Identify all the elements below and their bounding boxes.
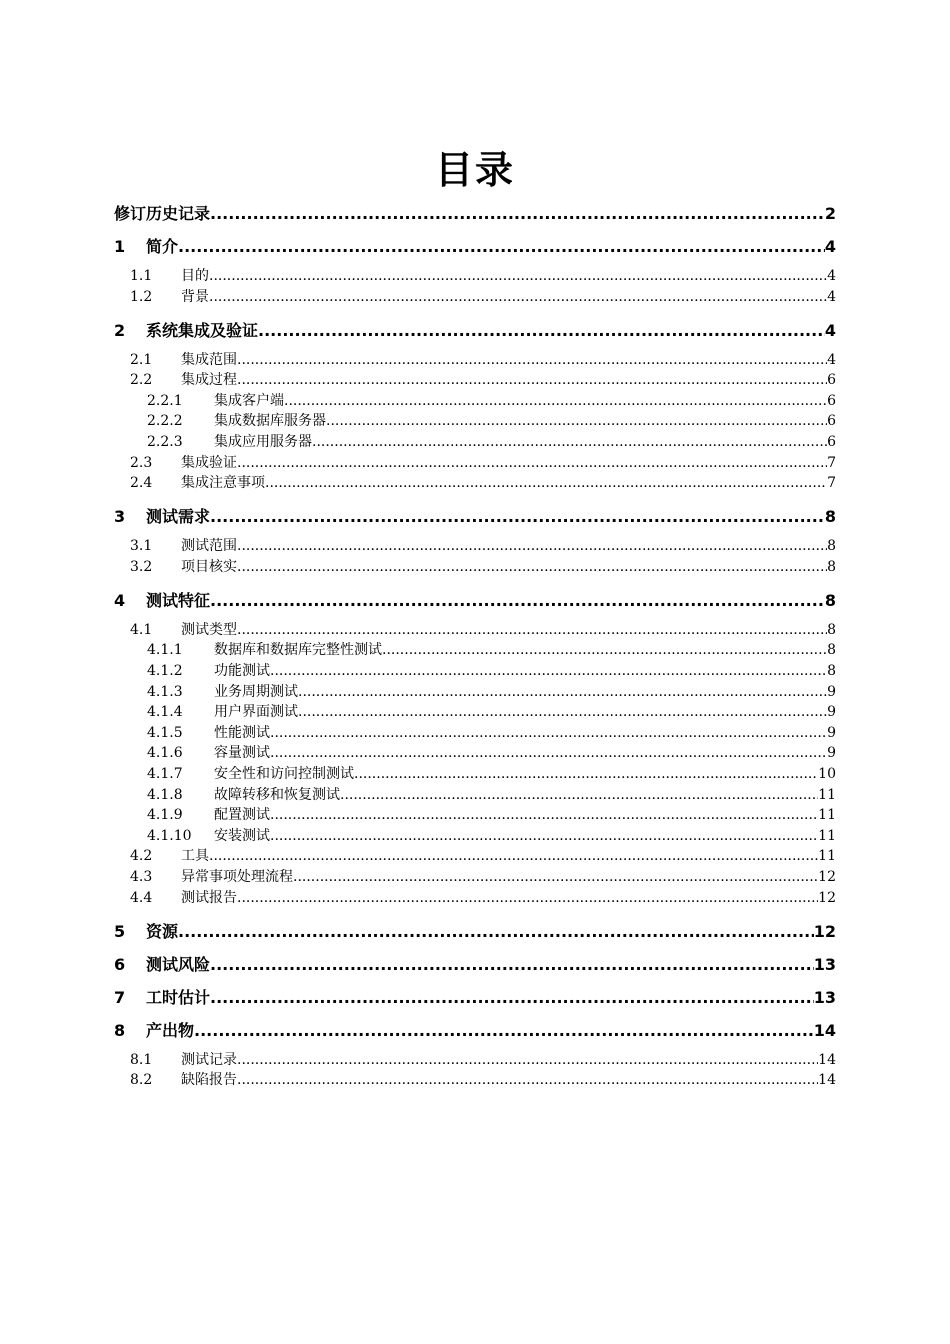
toc-entry-number: 3 <box>114 507 126 526</box>
toc-entry[interactable] <box>114 953 836 977</box>
toc-entry[interactable] <box>114 867 836 887</box>
toc-entry-label: 工时估计 <box>146 988 211 1007</box>
toc-entry[interactable] <box>114 589 836 613</box>
toc-entry-number: 3.1 <box>130 538 153 554</box>
toc-entry[interactable] <box>114 411 836 431</box>
toc-dot-leader <box>270 826 818 846</box>
toc-entry-label: 背景 <box>181 289 209 305</box>
toc-entry[interactable] <box>114 1070 836 1090</box>
toc-entry[interactable] <box>114 640 836 660</box>
toc-entry[interactable] <box>114 391 836 411</box>
toc-entry[interactable] <box>114 702 836 722</box>
toc-entry-number: 8.2 <box>130 1072 153 1088</box>
toc-entry-page-number: 7 <box>827 475 836 491</box>
toc-dot-leader <box>298 702 827 722</box>
toc-entry[interactable] <box>114 432 836 452</box>
toc-entry-page-number: 6 <box>827 393 836 409</box>
toc-entry-label: 测试特征 <box>146 591 211 610</box>
toc-entry-label: 业务周期测试 <box>214 684 298 700</box>
toc-entry-label: 异常事项处理流程 <box>181 869 293 885</box>
toc-entry-number: 4.2 <box>130 848 153 864</box>
toc-dot-leader <box>237 453 827 473</box>
toc-entry-page-number: 12 <box>818 869 836 885</box>
toc-entry[interactable] <box>114 235 836 259</box>
page-title: 目录 <box>434 148 515 192</box>
toc-entry-page-number: 7 <box>827 455 836 471</box>
toc-entry-label: 集成验证 <box>181 455 237 471</box>
toc-dot-leader <box>178 920 814 944</box>
toc-entry[interactable] <box>114 473 836 493</box>
toc-entry-number: 2.3 <box>130 455 153 471</box>
toc-entry-number: 4.1.4 <box>147 704 183 720</box>
toc-entry-label: 测试报告 <box>181 890 237 906</box>
toc-entry-label: 目的 <box>181 268 209 284</box>
toc-dot-leader <box>194 1019 814 1043</box>
toc-entry-number: 8 <box>114 1021 126 1040</box>
toc-dot-leader <box>210 202 825 226</box>
toc-entry-number: 4.1.6 <box>147 745 183 761</box>
toc-entry-page-number: 4 <box>827 352 836 368</box>
toc-entry[interactable] <box>114 846 836 866</box>
toc-entry-page-number: 9 <box>827 684 836 700</box>
toc-dot-leader <box>237 557 827 577</box>
toc-entry-number: 2.2.3 <box>147 434 183 450</box>
toc-entry-label: 配置测试 <box>214 807 270 823</box>
toc-dot-leader <box>354 764 818 784</box>
toc-entry-page-number: 8 <box>824 591 836 610</box>
toc-entry-page-number: 8 <box>827 538 836 554</box>
toc-entry-label: 测试类型 <box>181 622 237 638</box>
toc-dot-leader <box>237 888 818 908</box>
toc-entry-number: 7 <box>114 988 126 1007</box>
toc-entry-number: 3.2 <box>130 559 153 575</box>
toc-entry-label: 测试记录 <box>181 1052 237 1068</box>
toc-entry-number: 4.1.3 <box>147 684 183 700</box>
toc-entry-label: 性能测试 <box>214 725 270 741</box>
toc-entry-page-number: 6 <box>827 434 836 450</box>
toc-entry-number: 1 <box>114 237 126 256</box>
toc-entry[interactable] <box>114 1019 836 1043</box>
toc-entry-number: 5 <box>114 922 126 941</box>
toc-entry-label: 功能测试 <box>214 663 270 679</box>
toc-entry-label: 测试需求 <box>146 507 211 526</box>
toc-entry-label: 集成注意事项 <box>181 475 265 491</box>
toc-entry-number: 4.1.5 <box>147 725 183 741</box>
toc-entry[interactable] <box>114 723 836 743</box>
toc-dot-leader <box>209 846 818 866</box>
toc-entry[interactable] <box>114 920 836 944</box>
toc-entry-number: 4.1.2 <box>147 663 183 679</box>
toc-entry-page-number: 8 <box>824 507 836 526</box>
toc-entry[interactable] <box>114 743 836 763</box>
toc-entry-number: 6 <box>114 955 126 974</box>
toc-entry[interactable] <box>114 202 836 226</box>
toc-dot-leader <box>284 391 827 411</box>
toc-entry-page-number: 8 <box>827 642 836 658</box>
toc-dot-leader <box>312 432 827 452</box>
toc-dot-leader <box>293 867 818 887</box>
toc-entry-label: 修订历史记录 <box>114 204 211 223</box>
toc-entry-number: 4.1.1 <box>147 642 183 658</box>
toc-entry-label: 集成范围 <box>181 352 237 368</box>
toc-entry-page-number: 8 <box>827 559 836 575</box>
toc-dot-leader <box>237 350 827 370</box>
toc-entry-page-number: 13 <box>813 988 836 1007</box>
toc-entry-number: 2.2.1 <box>147 393 183 409</box>
toc-entry-page-number: 4 <box>827 268 836 284</box>
toc-entry[interactable] <box>114 986 836 1010</box>
toc-dot-leader <box>298 682 827 702</box>
toc-entry-label: 缺陷报告 <box>181 1072 237 1088</box>
toc-entry-label: 测试范围 <box>181 538 237 554</box>
toc-entry-number: 4.3 <box>130 869 153 885</box>
toc-dot-leader <box>210 986 814 1010</box>
toc-entry-page-number: 14 <box>818 1052 836 1068</box>
toc-entry[interactable] <box>114 888 836 908</box>
toc-entry[interactable] <box>114 287 836 307</box>
toc-entry[interactable] <box>114 266 836 286</box>
toc-entry-page-number: 4 <box>824 321 836 340</box>
toc-entry-number: 4 <box>114 591 126 610</box>
toc-entry-label: 安全性和访问控制测试 <box>214 766 354 782</box>
toc-entry-label: 集成数据库服务器 <box>214 413 326 429</box>
toc-entry-label: 集成应用服务器 <box>214 434 312 450</box>
toc-entry-page-number: 12 <box>813 922 836 941</box>
toc-dot-leader <box>382 640 827 660</box>
toc-entry-label: 简介 <box>146 237 179 256</box>
toc-entry-label: 系统集成及验证 <box>146 321 259 340</box>
toc-entry-number: 4.1.8 <box>147 787 183 803</box>
toc-entry-page-number: 13 <box>813 955 836 974</box>
toc-entry-number: 1.2 <box>130 289 153 305</box>
toc-entry-number: 4.1 <box>130 622 153 638</box>
toc-entry-label: 测试风险 <box>146 955 211 974</box>
toc-entry-number: 2.2.2 <box>147 413 183 429</box>
toc-entry[interactable] <box>114 805 836 825</box>
toc-entry-label: 用户界面测试 <box>214 704 298 720</box>
toc-entry-label: 资源 <box>146 922 179 941</box>
toc-entry-number: 4.1.10 <box>147 828 192 844</box>
toc-dot-leader <box>209 287 827 307</box>
toc-entry-label: 集成过程 <box>181 372 237 388</box>
toc-entry-label: 项目核实 <box>181 559 237 575</box>
toc-entry-label: 安装测试 <box>214 828 270 844</box>
toc-entry[interactable] <box>114 350 836 370</box>
toc-entry[interactable] <box>114 1050 836 1070</box>
toc-dot-leader <box>237 536 827 556</box>
toc-entry[interactable] <box>114 764 836 784</box>
toc-dot-leader <box>209 266 827 286</box>
toc-dot-leader <box>210 589 825 613</box>
toc-entry[interactable] <box>114 682 836 702</box>
toc-entry-page-number: 9 <box>827 745 836 761</box>
toc-entry-page-number: 2 <box>824 204 836 223</box>
toc-entry-number: 4.4 <box>130 890 153 906</box>
toc-entry-number: 2.1 <box>130 352 153 368</box>
toc-entry-page-number: 6 <box>827 372 836 388</box>
toc-dot-leader <box>210 953 814 977</box>
toc-dot-leader <box>237 620 827 640</box>
toc-entry-page-number: 9 <box>827 725 836 741</box>
toc-entry[interactable] <box>114 557 836 577</box>
toc-entry-label: 产出物 <box>146 1021 195 1040</box>
toc-entry[interactable] <box>114 785 836 805</box>
toc-entry[interactable] <box>114 453 836 473</box>
toc-entry-number: 2.4 <box>130 475 153 491</box>
toc-dot-leader <box>258 319 825 343</box>
toc-entry-page-number: 8 <box>827 622 836 638</box>
toc-entry-label: 故障转移和恢复测试 <box>214 787 340 803</box>
toc-dot-leader <box>270 661 827 681</box>
toc-dot-leader <box>270 743 827 763</box>
toc-dot-leader <box>237 1070 818 1090</box>
toc-dot-leader <box>270 805 818 825</box>
toc-entry-page-number: 11 <box>818 787 836 803</box>
toc-dot-leader <box>210 505 825 529</box>
toc-entry[interactable] <box>114 536 836 556</box>
toc-entry-number: 4.1.9 <box>147 807 183 823</box>
toc-entry[interactable] <box>114 370 836 390</box>
toc-entry-page-number: 4 <box>824 237 836 256</box>
toc-entry-page-number: 11 <box>818 828 836 844</box>
toc-entry-number: 8.1 <box>130 1052 153 1068</box>
toc-entry-number: 2.2 <box>130 372 153 388</box>
toc-entry-page-number: 4 <box>827 289 836 305</box>
toc-entry-page-number: 11 <box>818 848 836 864</box>
toc-dot-leader <box>237 370 827 390</box>
toc-entry-number: 2 <box>114 321 126 340</box>
toc-dot-leader <box>270 723 827 743</box>
toc-entry-label: 工具 <box>181 848 209 864</box>
toc-entry-page-number: 11 <box>818 807 836 823</box>
toc-entry[interactable] <box>114 505 836 529</box>
toc-dot-leader <box>326 411 827 431</box>
toc-entry-label: 容量测试 <box>214 745 270 761</box>
toc-entry-page-number: 10 <box>818 766 836 782</box>
toc-entry-page-number: 6 <box>827 413 836 429</box>
toc-entry[interactable] <box>114 319 836 343</box>
toc-entry[interactable] <box>114 661 836 681</box>
toc-entry[interactable] <box>114 620 836 640</box>
toc-entry-label: 数据库和数据库完整性测试 <box>214 642 382 658</box>
toc-entry-label: 集成客户端 <box>214 393 284 409</box>
toc-entry-page-number: 14 <box>818 1072 836 1088</box>
toc-entry[interactable] <box>114 826 836 846</box>
toc-entry-number: 4.1.7 <box>147 766 183 782</box>
toc-dot-leader <box>178 235 825 259</box>
toc-entry-page-number: 12 <box>818 890 836 906</box>
toc-dot-leader <box>340 785 818 805</box>
toc-entry-number: 1.1 <box>130 268 153 284</box>
toc-dot-leader <box>265 473 827 493</box>
toc-entry-page-number: 14 <box>813 1021 836 1040</box>
toc-dot-leader <box>237 1050 818 1070</box>
toc-entry-page-number: 8 <box>827 663 836 679</box>
toc-entry-page-number: 9 <box>827 704 836 720</box>
